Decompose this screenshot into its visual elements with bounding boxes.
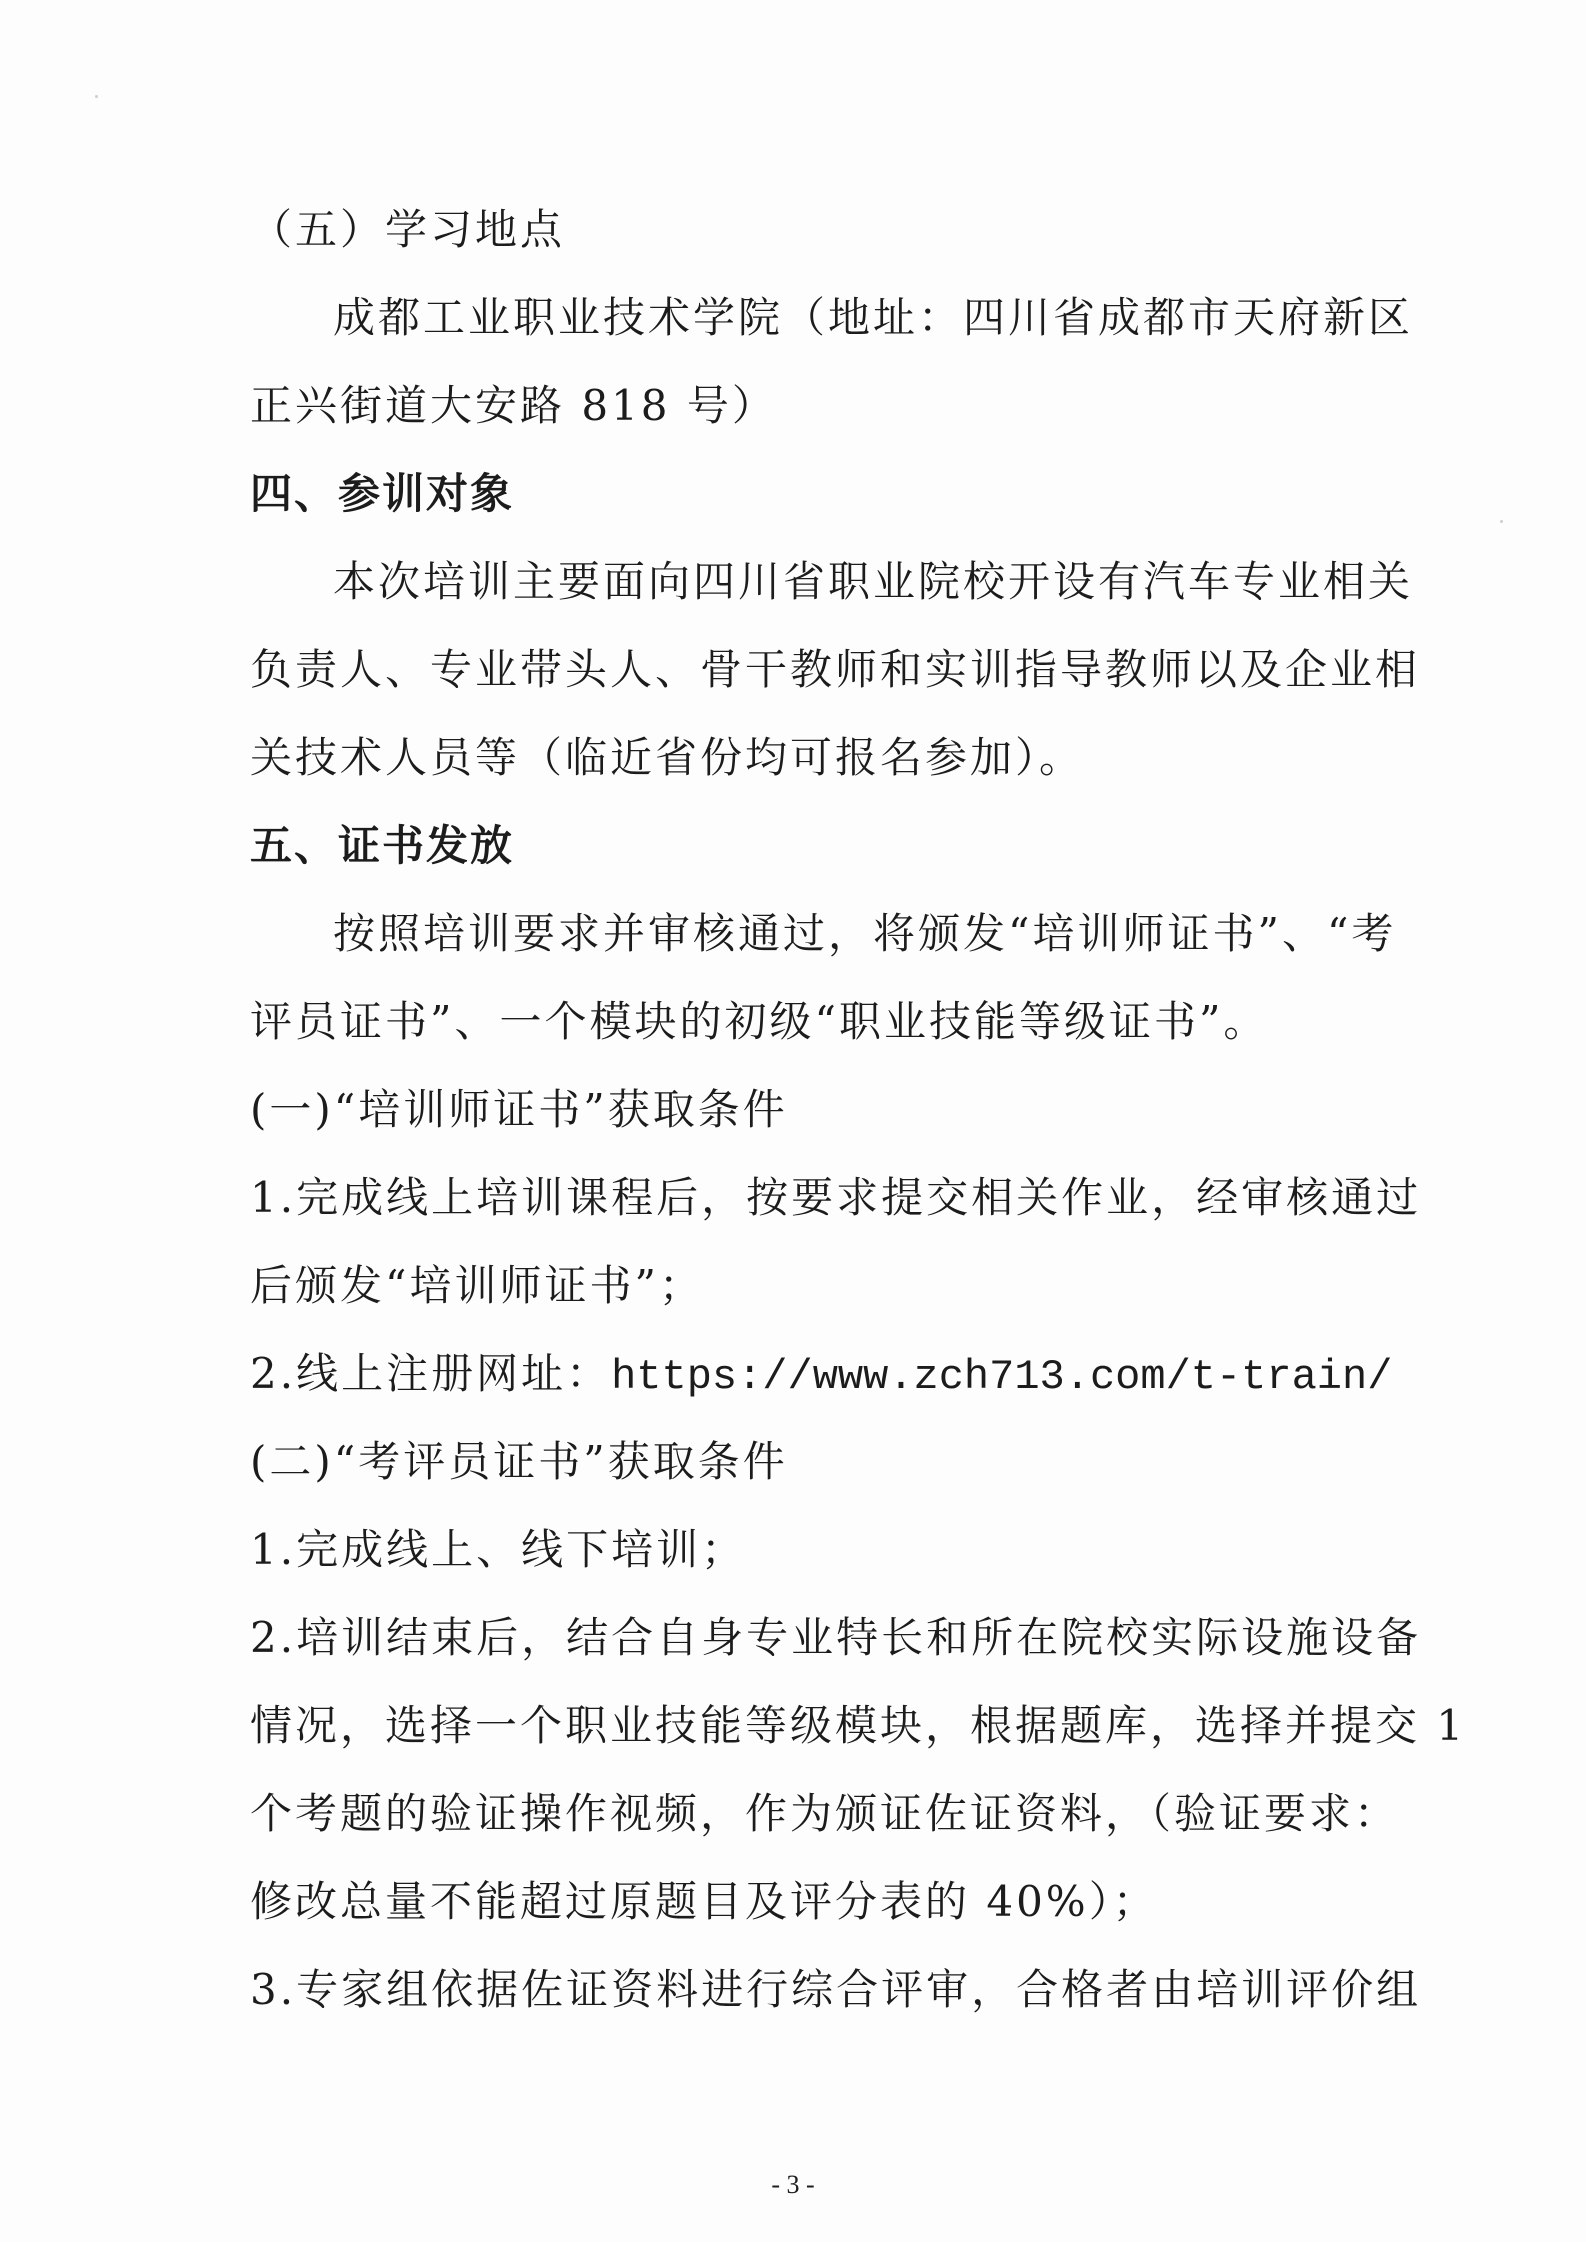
list-item-registration-url	[250, 1349, 1392, 1402]
list-item-line: 个考题的验证操作视频，作为颁证佐证资料，（验证要求：	[250, 1789, 1400, 1838]
paragraph-line: 本次培训主要面向四川省职业院校开设有汽车专业相关	[333, 557, 1414, 606]
paragraph-line: 按照培训要求并审核通过，将颁发“培训师证书”、“考	[333, 909, 1397, 958]
section-heading-certificates: 五、证书发放	[250, 821, 515, 870]
list-item-line: 1.完成线上、线下培训；	[250, 1525, 747, 1574]
list-item-line: 2.培训结束后，结合自身专业特长和所在院校实际设施设备	[250, 1613, 1422, 1662]
paragraph-line: 正兴街道大安路 818 号）	[250, 381, 777, 430]
scan-speck	[1500, 520, 1503, 523]
registration-url-link[interactable]: https://www.zch713.com/t-train/	[611, 1353, 1393, 1401]
list-item-line: 后颁发“培训师证书”；	[250, 1261, 704, 1310]
section-heading-trainees: 四、参训对象	[250, 469, 515, 518]
paragraph-line: 成都工业职业技术学院（地址：四川省成都市天府新区	[333, 293, 1414, 342]
list-item-line: 3.专家组依据佐证资料进行综合评审，合格者由培训评价组	[250, 1965, 1422, 2014]
paragraph-line: 评员证书”、一个模块的初级“职业技能等级证书”。	[250, 997, 1269, 1046]
registration-label: 2.线上注册网址：	[250, 1349, 612, 1398]
paragraph-line: 负责人、专业带头人、骨干教师和实训指导教师以及企业相	[250, 645, 1421, 694]
subsection-heading-study-location: （五）学习地点	[250, 205, 566, 254]
list-item-line: 1.完成线上培训课程后，按要求提交相关作业，经审核通过	[250, 1173, 1422, 1222]
scan-speck	[95, 95, 98, 98]
paragraph-line: 关技术人员等（临近省份均可报名参加）。	[250, 733, 1085, 782]
list-item-line: 情况，选择一个职业技能等级模块，根据题库，选择并提交 1	[250, 1701, 1467, 1750]
subsection-heading-trainer-certificate: (一)“培训师证书”获取条件	[250, 1085, 788, 1134]
subsection-heading-assessor-certificate: (二)“考评员证书”获取条件	[250, 1437, 788, 1486]
list-item-line: 修改总量不能超过原题目及评分表的 40%）；	[250, 1877, 1158, 1926]
page-number: - 3 -	[771, 2170, 815, 2199]
